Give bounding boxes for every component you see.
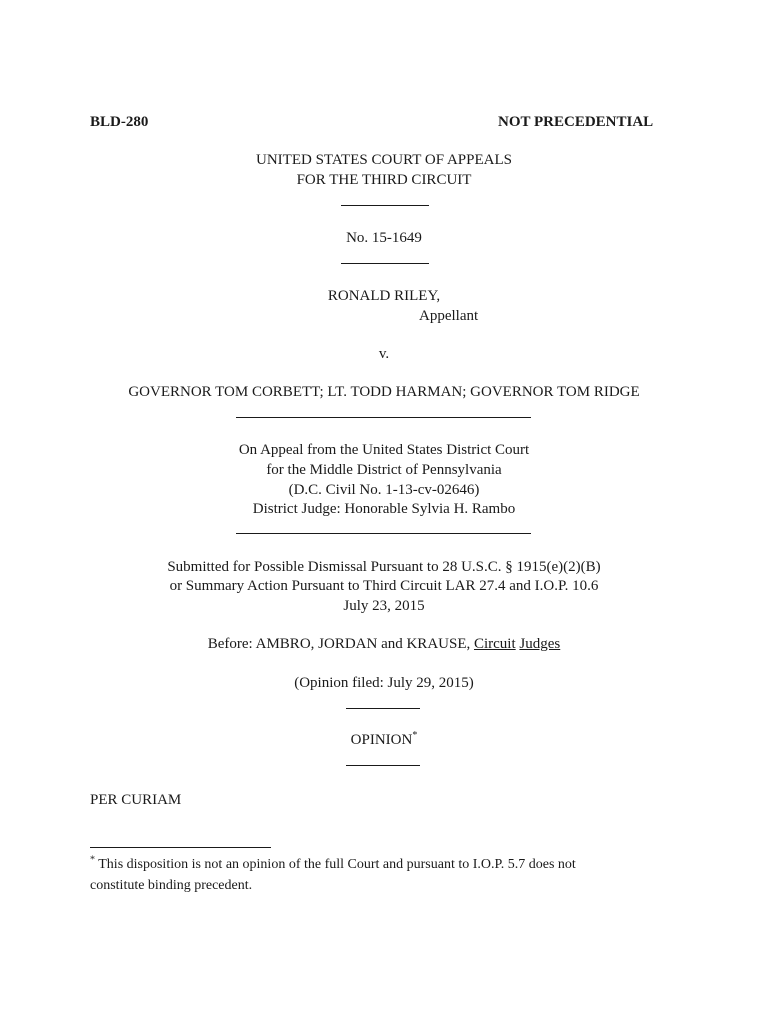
footnote-text-line1 <box>90 855 690 875</box>
appeal-line2: for the Middle District of Pennsylvania <box>266 462 502 478</box>
footnote-reference: * <box>412 730 418 741</box>
versus: v. <box>378 346 390 362</box>
submission-date: July 23, 2015 <box>343 598 425 614</box>
opinion-title <box>0 730 768 750</box>
appeal-line4: District Judge: Honorable Sylvia H. Rambo <box>252 501 516 517</box>
appellant-name: RONALD RILEY, <box>327 288 441 304</box>
separator-rule <box>346 765 420 766</box>
court-name-line1: UNITED STATES COURT OF APPEALS <box>256 152 512 168</box>
separator-rule <box>346 708 420 709</box>
appellant-role: Appellant <box>419 308 479 324</box>
footnote-rule <box>90 847 271 848</box>
panel-judges: Judges <box>519 636 561 652</box>
court-name-line2: FOR THE THIRD CIRCUIT <box>296 172 472 188</box>
footnote-line1: This disposition is not an opinion of the full Court and pursuant to I.O.P. 5.7 does not <box>95 857 576 872</box>
separator-rule <box>236 533 531 534</box>
panel-prefix: Before: AMBRO, JORDAN and KRAUSE, <box>207 636 474 652</box>
opinion-title-text: OPINION <box>350 732 413 748</box>
footnote-marker: * <box>90 854 95 866</box>
separator-rule <box>236 417 531 418</box>
footnote-line2: constitute binding precedent. <box>90 878 253 893</box>
case-number: No. 15-1649 <box>346 230 422 246</box>
appellees: GOVERNOR TOM CORBETT; LT. TODD HARMAN; GOVERNOR TOM RIDGE <box>128 384 640 400</box>
panel-circuit: Circuit <box>473 636 516 652</box>
separator-rule <box>341 205 429 206</box>
per-curiam: PER CURIAM <box>90 792 182 808</box>
panel-line <box>0 634 768 654</box>
separator-rule <box>341 263 429 264</box>
submission-line1: Submitted for Possible Dismissal Pursuant to 28 U.S.C. § 1915(e)(2)(B) <box>167 559 601 575</box>
submission-line2: or Summary Action Pursuant to Third Circuit LAR 27.4 and I.O.P. 10.6 <box>169 578 599 594</box>
appeal-line3: (D.C. Civil No. 1-13-cv-02646) <box>288 482 480 498</box>
appeal-line1: On Appeal from the United States District Court <box>238 442 530 458</box>
docket-code: BLD-280 <box>90 114 149 130</box>
opinion-filed: (Opinion filed: July 29, 2015) <box>294 675 474 691</box>
precedential-status: NOT PRECEDENTIAL <box>498 114 654 130</box>
